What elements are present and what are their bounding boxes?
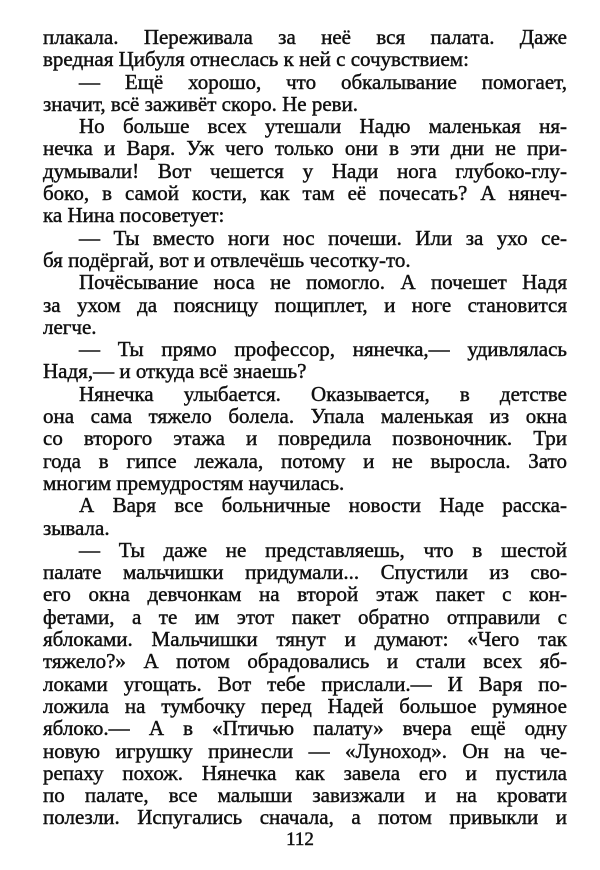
- text-line: со второго этажа и повредила позвоночник. Три: [43, 426, 567, 451]
- text-line: вредная Цибуля отнеслась к ней с сочувствием:: [43, 47, 469, 72]
- text-line: репаху похож. Нянечка как завела его и пустила: [43, 760, 567, 785]
- text-line: года в гипсе лежала, потому и не выросла. Зато: [43, 448, 567, 473]
- text-line: легче.: [43, 314, 97, 339]
- text-line: Надя,— и откуда всё знаешь?: [43, 359, 307, 384]
- text-line: значит, всё заживёт скоро. Не реви.: [43, 91, 359, 116]
- text-line: Почёсывание носа не помогло. А почешет Надя: [79, 270, 567, 295]
- text-line: по палате, все малыши завизжали и на кровати: [43, 783, 567, 808]
- text-line: — Ещё хорошо, что обкалывание помогает,: [79, 69, 567, 94]
- text-line: бя подёргай, вот и отвлечёшь чесотку-то.: [43, 247, 411, 272]
- text-line: — Ты прямо профессор, нянечка,— удивлялась: [79, 337, 567, 362]
- text-line: новую игрушку принесли — «Луноход». Он на че-: [43, 738, 567, 763]
- page-number: 112: [286, 829, 314, 850]
- text-line: локами угощать. Вот тебе прислали.— И Варя по-: [43, 671, 567, 696]
- text-line: зывала.: [43, 515, 110, 540]
- text-line: думывали! Вот чешется у Нади нога глубоко-глу-: [43, 158, 567, 183]
- text-line: палате мальчишки придумали... Спустили из сво-: [43, 560, 567, 585]
- text-line: яблоками. Мальчишки тянут и думают: «Чего так: [43, 627, 567, 652]
- text-line: — Ты вместо ноги нос почеши. Или за ухо се-: [79, 225, 567, 250]
- text-line: ка Нина посоветует:: [43, 203, 225, 228]
- text-line: яблоко.— А в «Птичью палату» вчера ещё одну: [43, 716, 567, 741]
- text-line: А Варя все больничные новости Наде расска-: [79, 493, 567, 518]
- text-line: за ухом да поясницу пощиплет, и ноге становится: [43, 292, 567, 317]
- text-line: — Ты даже не представляешь, что в шестой: [79, 537, 567, 562]
- page-body-text: [43, 26, 567, 829]
- text-line: тяжело?» А потом обрадовались и стали всех яб-: [43, 649, 567, 674]
- text-line: она сама тяжело болела. Упала маленькая из окна: [43, 404, 567, 429]
- text-line: нечка и Варя. Уж чего только они в эти дни не при-: [43, 136, 567, 161]
- text-line: Но больше всех утешали Надю маленькая ня-: [79, 114, 567, 139]
- text-line: плакала. Переживала за неё вся палата. Даже: [43, 25, 567, 49]
- text-line: ложила на тумбочку перед Надей большое румяное: [43, 693, 567, 718]
- text-line: Нянечка улыбается. Оказывается, в детстве: [79, 381, 567, 406]
- text-line: многим премудростям научилась.: [43, 470, 345, 495]
- text-line: боко, в самой кости, как там её почесать? А нянеч-: [43, 181, 567, 206]
- text-line: фетами, а те им этот пакет обратно отправили с: [43, 604, 567, 629]
- text-line: его окна девчонкам на второй этаж пакет с кон-: [43, 582, 567, 607]
- text-line: полезли. Испугались сначала, а потом привыкли и: [43, 805, 567, 830]
